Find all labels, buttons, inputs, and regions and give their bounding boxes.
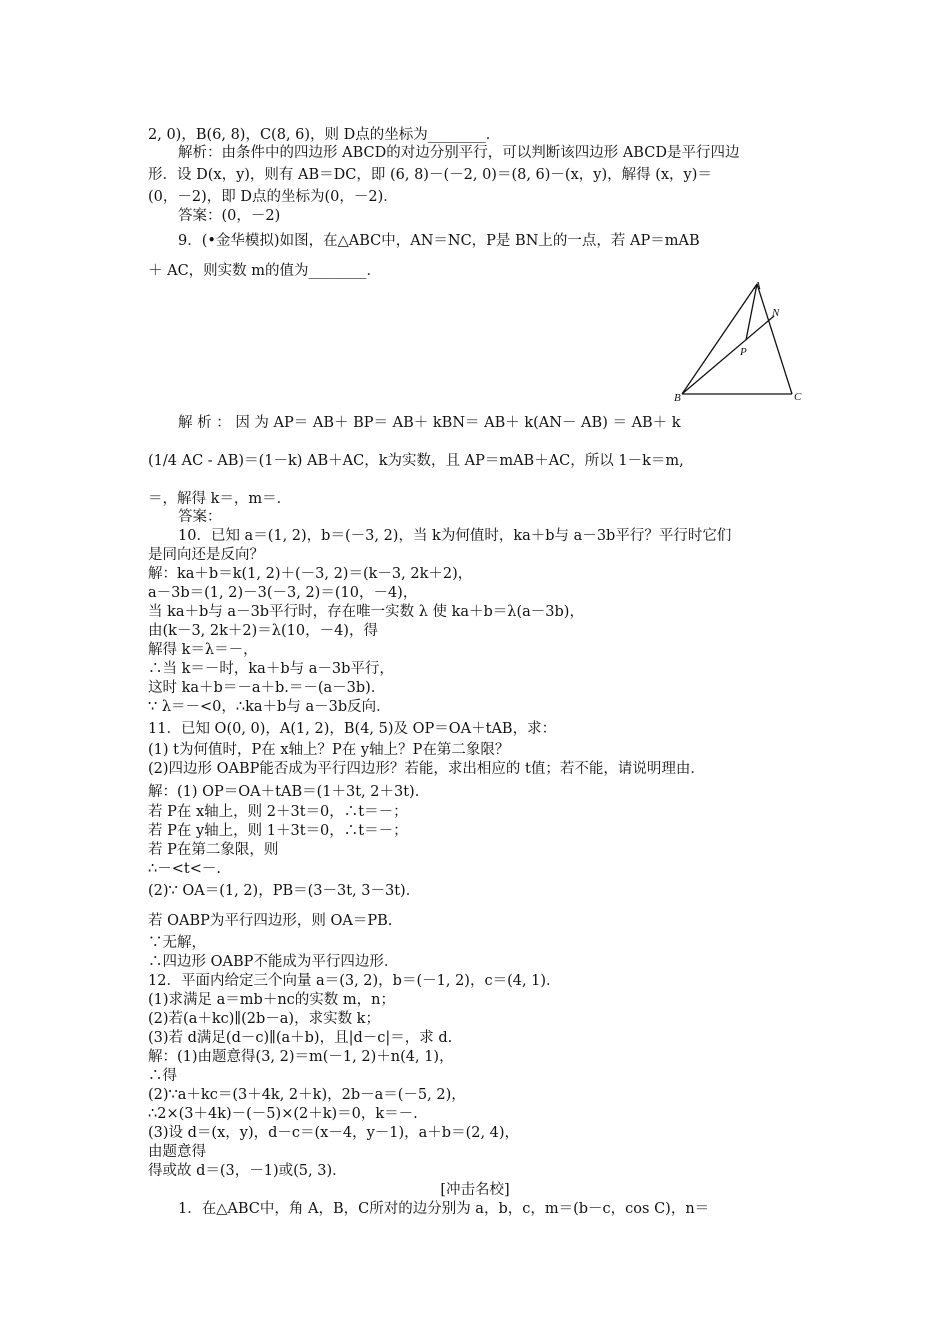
text-line: 是同向还是反向？ [148,547,264,563]
text-line: 若 P在 y轴上，则 1＋3t＝0，∴t＝－； [148,823,408,839]
text-line: (3)若 d满足(d－c)∥(a＋b)，且|d－c|＝，求 d. [148,1030,453,1046]
text-line: (0，－2)，即 D点的坐标为(0，－2)． [148,189,398,205]
text-line: 这时 ka＋b＝－a＋b.＝－(a－3b)． [148,680,386,696]
label-b: B [674,392,681,403]
text-line: ∴四边形 OABP不能成为平行四边形． [148,954,399,970]
text-line: 若 P在第二象限，则 [148,842,279,858]
text-line: 答案：(0，－2) [178,208,281,224]
text-line: ∴2×(3＋4k)－(－5)×(2＋k)＝0，k＝－. [148,1106,418,1122]
label-a: A [754,280,761,292]
text-line: 由(k－3, 2k＋2)＝λ(10，－4)，得 [148,623,378,639]
text-line: 9．(•金华模拟)如图，在△ABC中，AN＝NC，P是 BN上的一点，若 AP＝mAB [178,233,700,249]
text-line: ＋ AC，则实数 m的值为________． [148,263,382,279]
edge-ac [757,284,792,394]
text-line: 解析：由条件中的四边形 ABCD的对边分别平行，可以判断该四边形 ABCD是平行四边 [178,145,740,161]
triangle-figure [670,278,810,403]
text-line: ∴－<t<－. [148,861,221,877]
text-line: 11．已知 O(0, 0)，A(1, 2)，B(4, 5)及 OP＝OA＋tAB，求： [148,721,557,737]
text-line: 2, 0)，B(6, 8)，C(8, 6)，则 D点的坐标为________． [148,127,501,143]
text-line: (2)∵ OA＝(1, 2)，PB＝(3－3t, 3－3t)． [148,883,421,899]
text-line: 若 P在 x轴上，则 2＋3t＝0，∴t＝－； [148,804,408,820]
text-line: 解得 k＝λ＝－， [148,642,258,658]
text-line: 解：ka＋b＝k(1, 2)＋(－3, 2)＝(k－3, 2k＋2)， [148,566,473,582]
text-line: (1) t为何值时，P在 x轴上？P在 y轴上？P在第二象限？ [148,742,510,758]
text-line: 当 ka＋b与 a－3b平行时，存在唯一实数 λ 使 ka＋b＝λ(a－3b)， [148,604,584,620]
text-line: 答案： [178,509,222,525]
text-line: (1/4 AC - AB)＝(1－k) AB＋AC，k为实数，且 AP＝mAB＋AC，所以 1－k＝m, [148,453,684,469]
text-line: ∴得 [148,1068,177,1084]
text-line: 10．已知 a＝(1, 2)，b＝(－3, 2)，当 k为何值时，ka＋b与 a－3b平行？平行时它们 [178,528,732,544]
text-line: ∵无解， [148,935,206,951]
text-line: 得或故 d＝(3，－1)或(5, 3)． [148,1163,347,1179]
text-line: ∵ λ＝－<0，∴ka＋b与 a－3b反向． [148,699,391,715]
text-line: ∴当 k＝－时，ka＋b与 a－3b平行， [148,661,394,677]
label-n: N [772,307,780,319]
text-line: 形．设 D(x，y)，则有 AB＝DC，即 (6, 8)－(－2, 0)＝(8, 6)－(x，y)，解得 (x，y)＝ [148,167,712,183]
text-line: 若 OABP为平行四边形，则 OA＝PB. [148,913,393,929]
label-p: P [740,346,747,358]
text-line: (2)∵a＋kc＝(3＋4k, 2＋k)，2b－a＝(－5, 2)， [148,1087,466,1103]
label-c: C [794,391,802,403]
text-line: (2)若(a＋kc)∥(2b－a)，求实数 k； [148,1011,380,1027]
text-line: 由题意得 [148,1144,206,1160]
text-line: 解 析 ： 因 为 AP＝ AB＋ BP＝ AB＋ kBN＝ AB＋ k(AN－ AB) ＝ AB＋ k [178,415,681,431]
text-line: (3)设 d＝(x，y)，d－c＝(x－4，y－1)，a＋b＝(2, 4)， [148,1125,520,1141]
text-line: 解：(1)由题意得(3, 2)＝m(－1, 2)＋n(4, 1)， [148,1049,454,1065]
text-line: (1)求满足 a＝mb＋nc的实数 m，n； [148,992,395,1008]
text-line: [冲击名校] [440,1182,510,1198]
segment-bn [682,316,774,394]
text-line: a－3b＝(1, 2)－3(－3, 2)＝(10，－4)， [148,585,418,601]
text-line: ＝，解得 k＝，m＝． [148,491,292,507]
text-line: 12．平面内给定三个向量 a＝(3, 2)，b＝(－1, 2)，c＝(4, 1)． [148,973,561,989]
text-line: (2)四边形 OABP能否成为平行四边形？若能，求出相应的 t值；若不能，请说明理由． [148,761,705,777]
text-line: 解：(1) OP＝OA＋tAB＝(1＋3t, 2＋3t)． [148,784,430,800]
text-line: 1．在△ABC中，角 A，B，C所对的边分别为 a，b，c，m＝(b－c，cos C)，n＝ [178,1201,710,1217]
